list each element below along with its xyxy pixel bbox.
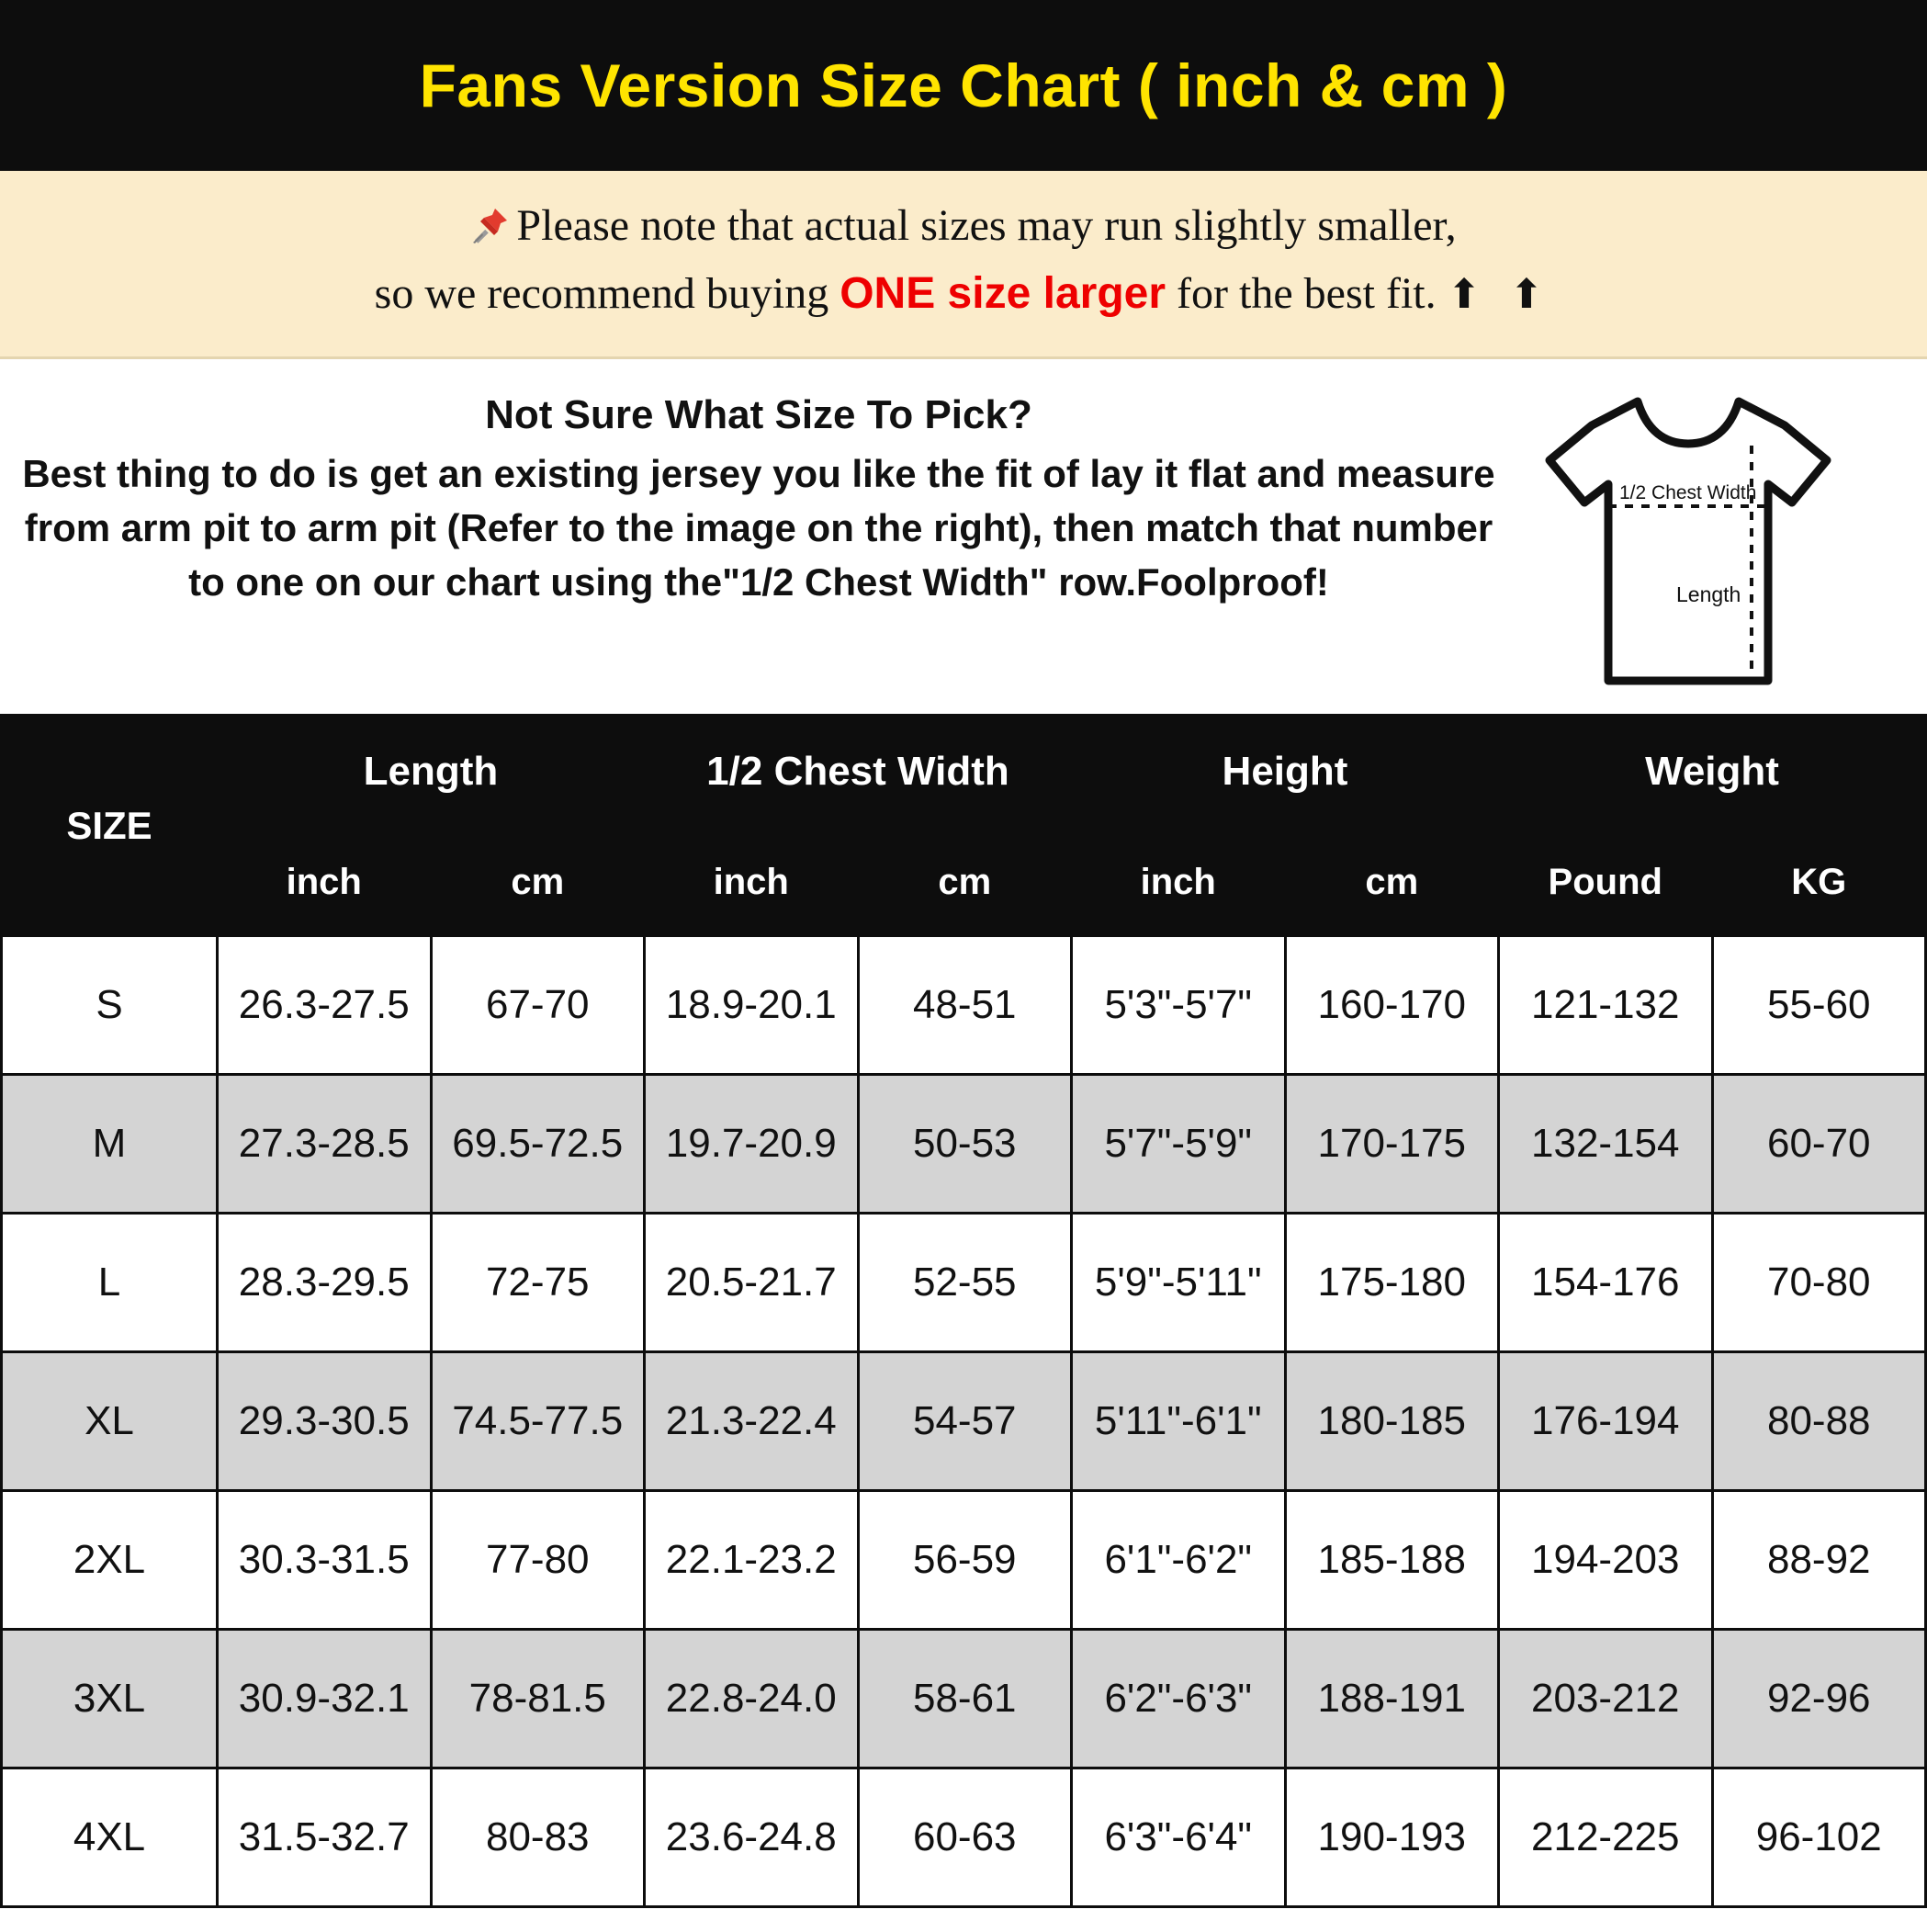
- header-height-inch: inch: [1072, 829, 1286, 936]
- cell-height-inch: 6'1"-6'2": [1072, 1491, 1286, 1630]
- advice-body: Best thing to do is get an existing jersey you like the fit of lay it flat and measure from arm pit to arm pit (Refer to the image on the right), then match that number to one on our chart using the"1/2 Chest Width" row.Foolproof!: [22, 452, 1495, 604]
- cell-weight-pound: 132-154: [1499, 1075, 1713, 1214]
- cell-size: M: [2, 1075, 218, 1214]
- tshirt-measurement-diagram: [1537, 389, 1840, 701]
- cell-chest-cm: 54-57: [858, 1352, 1072, 1491]
- up-arrows-icon: ⬆ ⬆: [1447, 272, 1553, 318]
- cell-chest-cm: 52-55: [858, 1214, 1072, 1352]
- cell-length-inch: 30.3-31.5: [218, 1491, 432, 1630]
- cell-chest-inch: 21.3-22.4: [645, 1352, 859, 1491]
- cell-weight-kg: 92-96: [1712, 1630, 1926, 1768]
- cell-height-cm: 185-188: [1285, 1491, 1499, 1630]
- header-size: SIZE: [2, 716, 218, 936]
- cell-weight-kg: 80-88: [1712, 1352, 1926, 1491]
- note-emphasis: ONE size larger: [840, 269, 1166, 319]
- cell-weight-kg: 55-60: [1712, 936, 1926, 1075]
- cell-chest-cm: 50-53: [858, 1075, 1072, 1214]
- cell-length-inch: 26.3-27.5: [218, 936, 432, 1075]
- cell-length-inch: 29.3-30.5: [218, 1352, 432, 1491]
- cell-weight-kg: 88-92: [1712, 1491, 1926, 1630]
- header-chest-cm: cm: [858, 829, 1072, 936]
- cell-weight-kg: 70-80: [1712, 1214, 1926, 1352]
- cell-length-cm: 78-81.5: [431, 1630, 645, 1768]
- header-height-cm: cm: [1285, 829, 1499, 936]
- cell-length-inch: 28.3-29.5: [218, 1214, 432, 1352]
- page-title: Fans Version Size Chart ( inch & cm ): [419, 51, 1508, 119]
- table-row: [2, 1630, 1926, 1768]
- cell-weight-pound: 154-176: [1499, 1214, 1713, 1352]
- header-row-groups: [2, 716, 1926, 829]
- cell-size: XL: [2, 1352, 218, 1491]
- cell-weight-pound: 121-132: [1499, 936, 1713, 1075]
- cell-height-cm: 188-191: [1285, 1630, 1499, 1768]
- table-row: [2, 1352, 1926, 1491]
- cell-weight-pound: 194-203: [1499, 1491, 1713, 1630]
- header-group-length: Length: [218, 716, 645, 829]
- cell-height-cm: 190-193: [1285, 1768, 1499, 1907]
- cell-height-inch: 5'9"-5'11": [1072, 1214, 1286, 1352]
- header-weight-kg: KG: [1712, 829, 1926, 936]
- note-text-1: Please note that actual sizes may run slightly smaller,: [516, 201, 1457, 250]
- header-row-units: [2, 829, 1926, 936]
- note-line-1: [18, 195, 1909, 263]
- cell-length-cm: 69.5-72.5: [431, 1075, 645, 1214]
- cell-length-cm: 67-70: [431, 936, 645, 1075]
- cell-height-inch: 5'11"-6'1": [1072, 1352, 1286, 1491]
- cell-size: 2XL: [2, 1491, 218, 1630]
- cell-weight-pound: 176-194: [1499, 1352, 1713, 1491]
- table-head: [2, 716, 1926, 936]
- advice-text-block: [0, 379, 1504, 609]
- note-text-2a: so we recommend buying: [374, 269, 840, 319]
- advice-section: [0, 359, 1927, 714]
- cell-size: 4XL: [2, 1768, 218, 1907]
- cell-height-inch: 6'3"-6'4": [1072, 1768, 1286, 1907]
- cell-height-inch: 6'2"-6'3": [1072, 1630, 1286, 1768]
- size-note-banner: [0, 171, 1927, 359]
- header-group-weight: Weight: [1499, 716, 1926, 829]
- note-text-2b: for the best fit.: [1166, 269, 1437, 319]
- cell-chest-inch: 20.5-21.7: [645, 1214, 859, 1352]
- cell-height-inch: 5'7"-5'9": [1072, 1075, 1286, 1214]
- cell-chest-inch: 18.9-20.1: [645, 936, 859, 1075]
- cell-height-inch: 5'3"-5'7": [1072, 936, 1286, 1075]
- cell-height-cm: 175-180: [1285, 1214, 1499, 1352]
- header-chest-inch: inch: [645, 829, 859, 936]
- cell-height-cm: 160-170: [1285, 936, 1499, 1075]
- cell-chest-inch: 19.7-20.9: [645, 1075, 859, 1214]
- header-length-cm: cm: [431, 829, 645, 936]
- table-body: [2, 936, 1926, 1907]
- table-row: [2, 1214, 1926, 1352]
- cell-length-cm: 72-75: [431, 1214, 645, 1352]
- cell-size: 3XL: [2, 1630, 218, 1768]
- header-weight-pound: Pound: [1499, 829, 1713, 936]
- cell-length-inch: 30.9-32.1: [218, 1630, 432, 1768]
- table-row: [2, 1075, 1926, 1214]
- cell-length-cm: 77-80: [431, 1491, 645, 1630]
- cell-weight-kg: 96-102: [1712, 1768, 1926, 1907]
- cell-weight-pound: 212-225: [1499, 1768, 1713, 1907]
- tshirt-diagram-container: [1504, 379, 1927, 701]
- cell-chest-cm: 48-51: [858, 936, 1072, 1075]
- svg-text:1/2 Chest Width: 1/2 Chest Width: [1619, 482, 1757, 504]
- size-chart-table: [0, 714, 1927, 1908]
- cell-length-cm: 74.5-77.5: [431, 1352, 645, 1491]
- cell-weight-kg: 60-70: [1712, 1075, 1926, 1214]
- svg-text:Length: Length: [1676, 582, 1741, 607]
- table-row: [2, 936, 1926, 1075]
- cell-height-cm: 180-185: [1285, 1352, 1499, 1491]
- cell-height-cm: 170-175: [1285, 1075, 1499, 1214]
- table-row: [2, 1491, 1926, 1630]
- cell-length-inch: 27.3-28.5: [218, 1075, 432, 1214]
- advice-heading: Not Sure What Size To Pick?: [485, 392, 1032, 438]
- cell-chest-inch: 22.1-23.2: [645, 1491, 859, 1630]
- cell-length-cm: 80-83: [431, 1768, 645, 1907]
- cell-chest-inch: 23.6-24.8: [645, 1768, 859, 1907]
- cell-chest-cm: 58-61: [858, 1630, 1072, 1768]
- header-group-chest: 1/2 Chest Width: [645, 716, 1072, 829]
- cell-size: L: [2, 1214, 218, 1352]
- header-group-height: Height: [1072, 716, 1499, 829]
- title-bar: [0, 0, 1927, 171]
- table-row: [2, 1768, 1926, 1907]
- cell-length-inch: 31.5-32.7: [218, 1768, 432, 1907]
- cell-size: S: [2, 936, 218, 1075]
- header-length-inch: inch: [218, 829, 432, 936]
- cell-chest-cm: 56-59: [858, 1491, 1072, 1630]
- cell-chest-cm: 60-63: [858, 1768, 1072, 1907]
- cell-chest-inch: 22.8-24.0: [645, 1630, 859, 1768]
- pushpin-icon: [470, 200, 511, 263]
- note-line-2: [18, 263, 1909, 325]
- cell-weight-pound: 203-212: [1499, 1630, 1713, 1768]
